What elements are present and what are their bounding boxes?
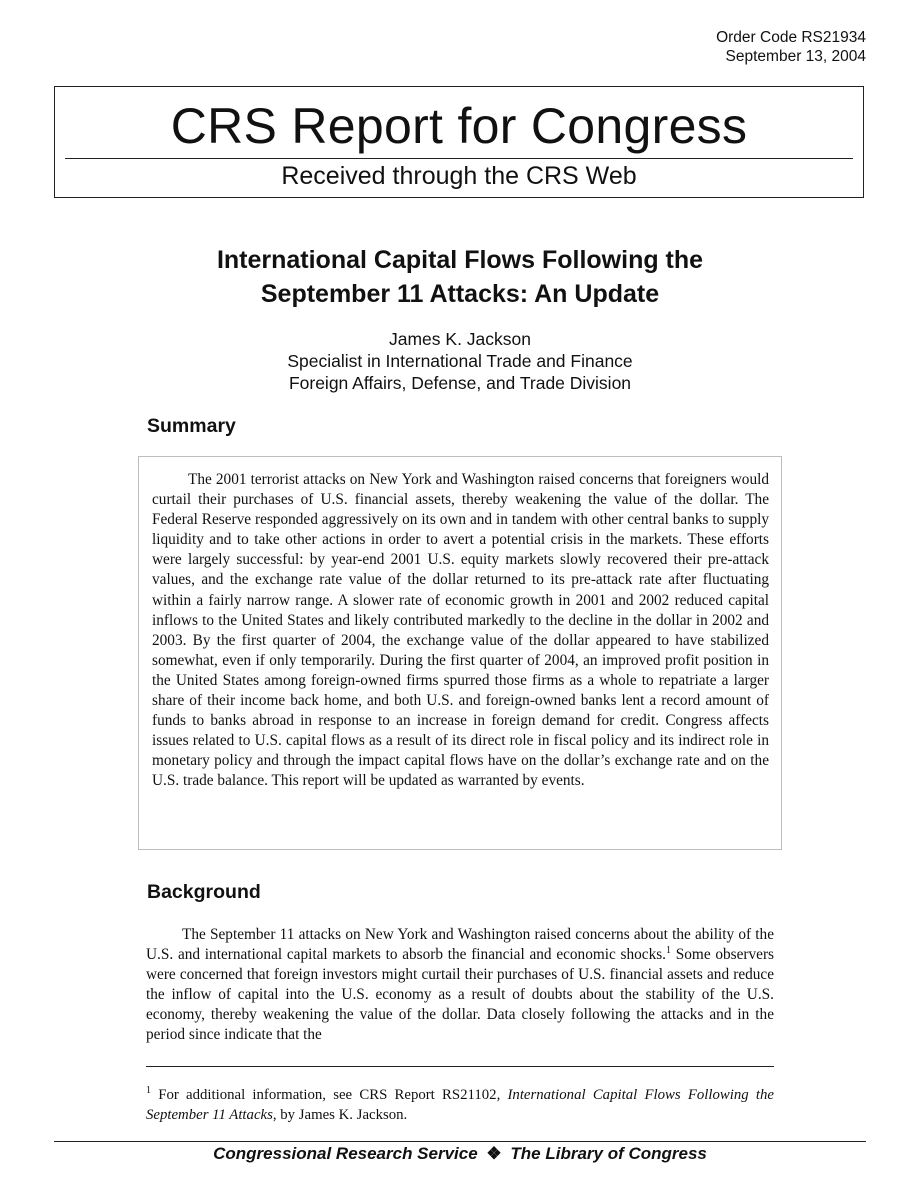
background-text-start: The September 11 attacks on New York and Washington raised concerns about the ability of the U.S. and international capital markets to absorb the financial and economic shocks. <box>146 926 774 964</box>
author-title: Specialist in International Trade and Finance <box>287 351 633 371</box>
page-footer <box>0 1143 920 1165</box>
author-block <box>100 328 820 394</box>
banner-divider <box>65 158 853 159</box>
background-heading: Background <box>147 881 261 903</box>
background-paragraph <box>146 925 774 1046</box>
title-line-1: International Capital Flows Following the <box>216 246 704 274</box>
author-name: James K. Jackson <box>389 329 531 349</box>
summary-paragraph: The 2001 terrorist attacks on New York and Washington raised concerns that foreigners would curtail their purchases of U.S. financial assets, thereby weakening the value of the dollar. The Federal Reserve responded aggressively on its own and in tandem with other central banks to supply liquidity and to take other actions in order to avert a potential crisis in the markets. These efforts were largely successful: by year-end 2001 U.S. equity markets slowly recovered their pre-attack values, and the exchange rate value of the dollar returned to its pre-attack rate after fluctuating within a fairly narrow range. A slower rate of economic growth in 2001 and 2002 reduced capital inflows to the United States and likely contributed markedly to the decline in the dollar in 2002 and 2003. By the first quarter of 2004, the exchange value of the dollar appeared to have stabilized somewhat, even if only temporarily. During the first quarter of 2004, an improved profit position in the United States among foreign-owned firms spurred those firms as a whole to repatriate a larger share of their income back home, and both U.S. and foreign-owned banks lent a record amount of funds to banks abroad in response to an increase in foreign demand for credit. Congress affects issues related to U.S. capital flows as a result of its direct role in fiscal policy and its indirect role in monetary policy and through the impact capital flows have on the dollar’s exchange rate and on the U.S. trade balance. This report will be updated as warranted by events. <box>152 471 769 790</box>
summary-box <box>138 456 782 850</box>
footnote-cited-title: International Capital Flows Following the September 11 Attacks <box>146 1087 774 1123</box>
footnote-text-end: , by James K. Jackson. <box>272 1106 408 1123</box>
footnote-reference[interactable]: 1 <box>666 945 672 956</box>
author-division: Foreign Affairs, Defense, and Trade Division <box>288 373 632 393</box>
background-text-rest: Some observers were concerned that foreign investors might curtail their purchases of U.S. financial assets and reduce the inflow of capital into the U.S. economy as a result of doubts about the stability of the U.S. economy, thereby weakening the value of the dollar. Data closely following the attacks and in the period since indicate that the <box>146 946 774 1044</box>
footer-divider <box>54 1141 866 1142</box>
order-block <box>716 28 866 66</box>
crs-banner <box>54 86 864 198</box>
footnote-text-start: For additional information, see CRS Report RS21102, <box>151 1087 508 1103</box>
footnote-divider <box>146 1066 774 1067</box>
banner-title: CRS Report for Congress <box>170 98 748 154</box>
document-title <box>100 243 820 311</box>
report-date: September 13, 2004 <box>725 48 866 65</box>
title-line-2: September 11 Attacks: An Update <box>260 280 660 308</box>
footnote <box>146 1086 774 1125</box>
order-code: Order Code RS21934 <box>716 29 866 46</box>
footer-loc: The Library of Congress <box>510 1144 707 1163</box>
summary-heading: Summary <box>147 415 236 437</box>
footnote-number: 1 <box>146 1085 151 1097</box>
banner-subtitle: Received through the CRS Web <box>281 162 637 190</box>
diamond-separator-icon: ❖ <box>486 1144 502 1163</box>
footer-crs: Congressional Research Service <box>213 1144 478 1163</box>
